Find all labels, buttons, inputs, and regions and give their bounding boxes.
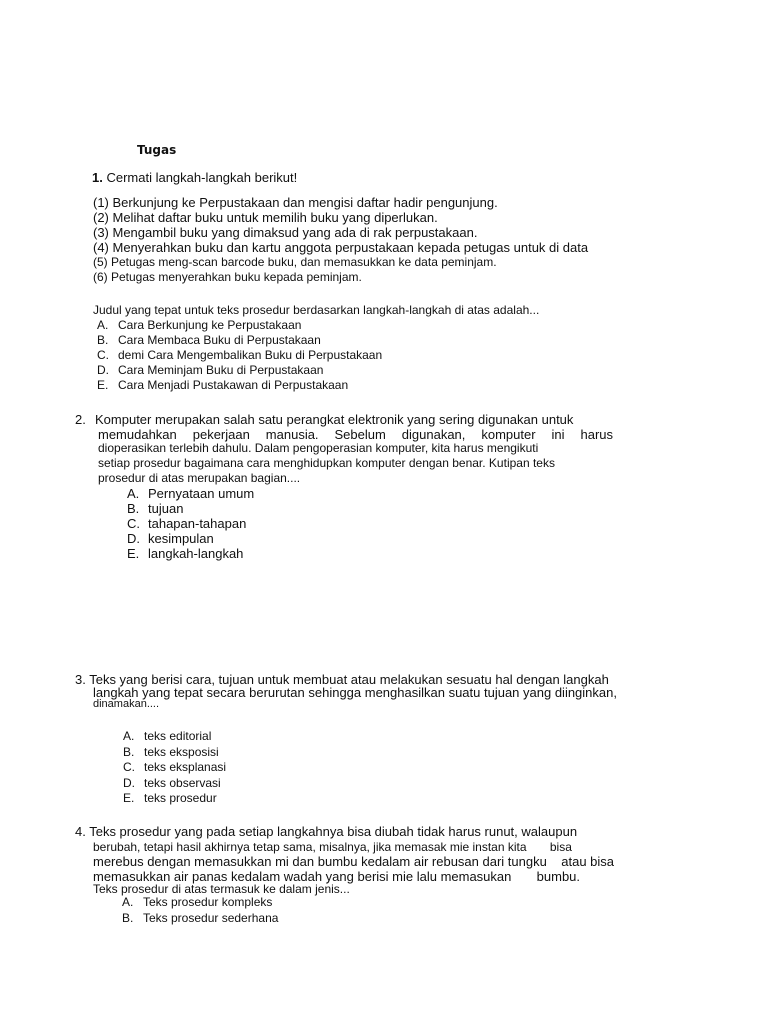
q4-option-a[interactable] <box>122 895 278 911</box>
q3-option-b[interactable] <box>123 745 226 761</box>
option-letter: B. <box>127 501 140 516</box>
q4-line: merebus dengan memasukkan mi dan bumbu kedalam air rebusan dari tungku atau bisa <box>93 854 615 869</box>
option-letter: A. <box>97 318 109 332</box>
option-letter: B. <box>122 911 134 925</box>
q1-option-a[interactable] <box>97 318 382 332</box>
q3-line: dinamakan.... <box>93 698 160 710</box>
q1-instruction <box>92 170 297 185</box>
option-text: Pernyataan umum <box>148 486 255 501</box>
q2-line: dioperasikan terlebih dahulu. Dalam pengoperasian komputer, kita harus mengikuti <box>98 441 539 455</box>
q4-line: Teks prosedur di atas termasuk ke dalam jenis... <box>93 882 350 896</box>
q1-step: (3) Mengambil buku yang dimaksud yang ada di rak perpustakaan. <box>93 225 478 240</box>
option-text: Cara Membaca Buku di Perpustakaan <box>118 333 321 347</box>
q2-number: 2. <box>75 412 86 427</box>
option-text: Teks prosedur kompleks <box>143 895 273 909</box>
q3-option-c[interactable] <box>123 760 226 776</box>
q1-instruction-text: Cermati langkah-langkah berikut! <box>106 170 298 185</box>
q1-step: (6) Petugas menyerahkan buku kepada peminjam. <box>93 270 362 284</box>
option-text: demi Cara Mengembalikan Buku di Perpustakaan <box>118 348 383 362</box>
q2-option-a[interactable] <box>127 486 254 501</box>
option-text: teks eksposisi <box>144 744 219 759</box>
q1-question: Judul yang tepat untuk teks prosedur berdasarkan langkah-langkah di atas adalah... <box>93 303 540 317</box>
option-text: teks observasi <box>144 775 221 790</box>
q1-step: (4) Menyerahkan buku dan kartu anggota perpustakaan kepada petugas untuk di data <box>93 240 589 255</box>
option-letter: E. <box>97 378 109 392</box>
q2-line: setiap prosedur bagaimana cara menghidupkan komputer dengan benar. Kutipan teks <box>98 456 555 470</box>
q1-option-e[interactable] <box>97 378 382 392</box>
option-text: kesimpulan <box>148 531 214 546</box>
q4-option-b[interactable] <box>122 911 278 927</box>
q1-number: 1. <box>92 170 103 185</box>
q3-option-a[interactable] <box>123 729 226 745</box>
option-letter: A. <box>127 486 140 501</box>
q4-options <box>122 895 278 927</box>
option-letter: A. <box>122 895 134 909</box>
q1-option-c[interactable] <box>97 348 382 362</box>
q2-line: memudahkan pekerjaan manusia. Sebelum digunakan, komputer ini harus <box>98 427 613 442</box>
option-letter: D. <box>123 775 135 790</box>
q1-option-d[interactable] <box>97 363 382 377</box>
option-text: Cara Menjadi Pustakawan di Perpustakaan <box>118 378 349 392</box>
q3-line: langkah yang tepat secara berurutan sehingga menghasilkan suatu tujuan yang diinginkan, <box>93 685 617 700</box>
option-letter: D. <box>127 531 140 546</box>
q1-step: (5) Petugas meng-scan barcode buku, dan memasukkan ke data peminjam. <box>93 255 497 269</box>
option-text: langkah-langkah <box>148 546 244 561</box>
q2-line: prosedur di atas merupakan bagian.... <box>98 471 301 485</box>
option-letter: C. <box>97 348 109 362</box>
q4-line: berubah, tetapi hasil akhirnya tetap sama, misalnya, jika memasak mie instan kita bisa <box>93 840 572 854</box>
option-text: teks prosedur <box>144 791 217 805</box>
page-title: Tugas <box>137 143 177 157</box>
option-text: tujuan <box>148 501 184 516</box>
option-text: Cara Meminjam Buku di Perpustakaan <box>118 363 324 377</box>
option-letter: D. <box>97 363 109 377</box>
option-letter: C. <box>127 516 140 531</box>
q1-step: (2) Melihat daftar buku untuk memilih buku yang diperlukan. <box>93 210 438 225</box>
option-letter: E. <box>127 546 140 561</box>
q1-step: (1) Berkunjung ke Perpustakaan dan mengisi daftar hadir pengunjung. <box>93 195 498 210</box>
option-text: teks eksplanasi <box>144 760 227 774</box>
q2-options <box>127 486 254 561</box>
option-text: tahapan-tahapan <box>148 516 247 531</box>
q1-steps <box>93 195 588 285</box>
q3-options <box>123 729 226 807</box>
q3-option-d[interactable] <box>123 776 226 792</box>
q2-option-d[interactable] <box>127 531 254 546</box>
q3-line: 3. Teks yang berisi cara, tujuan untuk membuat atau melakukan sesuatu hal dengan langkah <box>75 672 609 687</box>
q2-line: Komputer merupakan salah satu perangkat elektronik yang sering digunakan untuk <box>95 412 574 427</box>
option-text: Cara Berkunjung ke Perpustakaan <box>118 318 302 332</box>
option-text: Teks prosedur sederhana <box>143 911 279 925</box>
option-letter: E. <box>123 791 135 805</box>
q2-option-b[interactable] <box>127 501 254 516</box>
option-letter: B. <box>123 744 135 759</box>
option-letter: C. <box>123 760 135 774</box>
q1-options <box>97 318 382 392</box>
q2-option-c[interactable] <box>127 516 254 531</box>
option-letter: B. <box>97 333 109 347</box>
q4-line: 4. Teks prosedur yang pada setiap langkahnya bisa diubah tidak harus runut, walaupun <box>75 824 578 839</box>
q2-option-e[interactable] <box>127 546 254 561</box>
option-text: teks editorial <box>144 729 212 743</box>
q1-option-b[interactable] <box>97 333 382 347</box>
q3-option-e[interactable] <box>123 791 226 807</box>
option-letter: A. <box>123 729 135 743</box>
q4-line: memasukkan air panas kedalam wadah yang berisi mie lalu memasukan bumbu. <box>93 869 581 884</box>
